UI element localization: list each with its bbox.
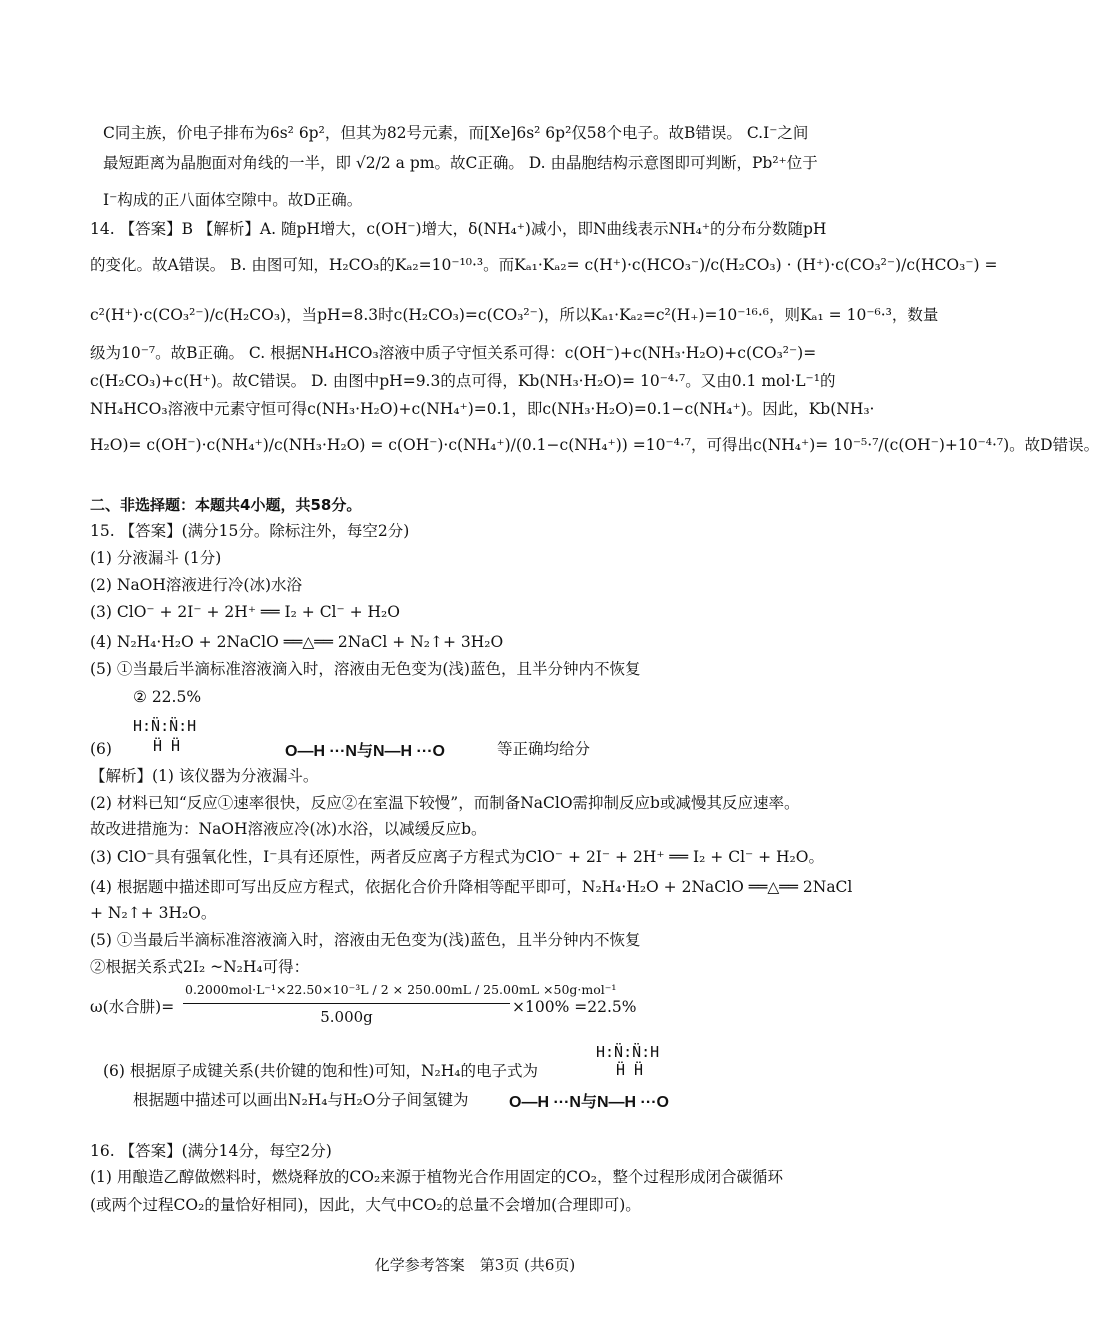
answer-line: (1) 分液漏斗 (1分) bbox=[90, 549, 222, 567]
q14-line: c(H₂CO₃)+c(H⁺)。故C错误。 D. 由图中pH=9.3的点可得，Kb(NH₃·H₂O)= 10⁻⁴·⁷。又由0.1 mol·L⁻¹的 bbox=[90, 372, 836, 390]
analysis-line: + N₂↑+ 3H₂O。 bbox=[90, 904, 217, 922]
q14-line: H₂O)= c(OH⁻)·c(NH₄⁺)/c(NH₃·H₂O) = c(OH⁻)·c(NH₄⁺)/(0.1−c(NH₄⁺)) =10⁻⁴·⁷，可得出c(NH₄⁺)= 10⁻⁵·⁷/(c(OH⁻)+10⁻⁴·⁷)。故D错误。 bbox=[90, 436, 1099, 454]
hydrogen-bond-formula: O—H ···N与N—H ···O bbox=[509, 1094, 669, 1111]
analysis-line: ②根据关系式2I₂ ~N₂H₄可得： bbox=[90, 958, 310, 976]
n2h4-structure-top: H:N̈:N̈:H bbox=[596, 1043, 660, 1061]
answer-line: (3) ClO⁻ + 2I⁻ + 2H⁺ ══ I₂ + Cl⁻ + H₂O bbox=[90, 603, 400, 621]
q14-line: NH₄HCO₃溶液中元素守恒可得c(NH₃·H₂O)+c(NH₄⁺)=0.1，即c(NH₃·H₂O)=0.1−c(NH₄⁺)。因此，Kb(NH₃· bbox=[90, 400, 875, 418]
section-heading: 二、非选择题：本题共4小题，共58分。 bbox=[90, 496, 362, 514]
q14-line: 的变化。故A错误。 B. 由图可知，H₂CO₃的Kₐ₂=10⁻¹⁰·³。而Kₐ₁·Kₐ₂= c(H⁺)·c(HCO₃⁻)/c(H₂CO₃) · (H⁺)·c(CO₃²⁻)/c(HCO₃⁻) = bbox=[90, 256, 998, 274]
fraction-bar bbox=[183, 1003, 510, 1004]
q16-line: (1) 用酿造乙醇做燃料时，燃烧释放的CO₂来源于植物光合作用固定的CO₂，整个过程形成闭合碳循环 bbox=[90, 1168, 783, 1186]
analysis-line: (3) ClO⁻具有强氧化性，I⁻具有还原性，两者反应离子方程式为ClO⁻ + 2I⁻ + 2H⁺ ══ I₂ + Cl⁻ + H₂O。 bbox=[90, 848, 824, 866]
omega-denominator: 5.000g bbox=[320, 1008, 373, 1026]
n2h4-structure-bottom: Ḧ Ḧ bbox=[153, 737, 181, 755]
n2h4-structure-bottom: Ḧ Ḧ bbox=[616, 1061, 644, 1079]
answer-line: (6) bbox=[90, 740, 112, 758]
page-footer: 化学参考答案 第3页 (共6页) bbox=[374, 1256, 576, 1274]
analysis-line: 故改进措施为：NaOH溶液应冷(冰)水浴，以减缓反应b。 bbox=[90, 820, 487, 838]
answer-note: 等正确均给分 bbox=[497, 740, 591, 758]
text-line: I⁻构成的正八面体空隙中。故D正确。 bbox=[103, 191, 363, 209]
analysis-line: (6) 根据原子成键关系(共价键的饱和性)可知，N₂H₄的电子式为 bbox=[103, 1062, 538, 1080]
answer-line: (2) NaOH溶液进行冷(冰)水浴 bbox=[90, 576, 303, 594]
text-line: C同主族，价电子排布为6s² 6p²，但其为82号元素，而[Xe]6s² 6p²仅58个电子。故B错误。 C.I⁻之间 bbox=[103, 124, 809, 142]
answer-line: (5) ①当最后半滴标准溶液滴入时，溶液由无色变为(浅)蓝色，且半分钟内不恢复 bbox=[90, 660, 641, 678]
q14-line: 14. 【答案】B 【解析】A. 随pH增大，c(OH⁻)增大，δ(NH₄⁺)减小，即N曲线表示NH₄⁺的分布分数随pH bbox=[90, 220, 827, 238]
q15-title: 15. 【答案】(满分15分。除标注外，每空2分) bbox=[90, 522, 410, 540]
omega-numerator: 0.2000mol·L⁻¹×22.50×10⁻³L / 2 × 250.00mL / 25.00mL ×50g·mol⁻¹ bbox=[185, 982, 617, 997]
hydrogen-bond-formula: O—H ···N与N—H ···O bbox=[285, 743, 445, 760]
analysis-line: (4) 根据题中描述即可写出反应方程式，依据化合价升降相等配平即可，N₂H₄·H₂O + 2NaClO ══△══ 2NaCl bbox=[90, 878, 853, 896]
q16-line: (或两个过程CO₂的量恰好相同)，因此，大气中CO₂的总量不会增加(合理即可)。 bbox=[90, 1196, 641, 1214]
analysis-line: 根据题中描述可以画出N₂H₄与H₂O分子间氢键为 bbox=[133, 1091, 469, 1109]
omega-result: ×100% =22.5% bbox=[512, 998, 637, 1016]
q14-line: c²(H⁺)·c(CO₃²⁻)/c(H₂CO₃)，当pH=8.3时c(H₂CO₃)=c(CO₃²⁻)，所以Kₐ₁·Kₐ₂=c²(H₊)=10⁻¹⁶·⁶，则Kₐ₁ = 10⁻⁶·³，数量 bbox=[90, 306, 939, 324]
analysis-line: 【解析】(1) 该仪器为分液漏斗。 bbox=[90, 767, 319, 785]
analysis-line: (5) ①当最后半滴标准溶液滴入时，溶液由无色变为(浅)蓝色，且半分钟内不恢复 bbox=[90, 931, 641, 949]
answer-line: (4) N₂H₄·H₂O + 2NaClO ══△══ 2NaCl + N₂↑+ 3H₂O bbox=[90, 633, 504, 651]
q14-line: 级为10⁻⁷。故B正确。 C. 根据NH₄HCO₃溶液中质子守恒关系可得：c(OH⁻)+c(NH₃·H₂O)+c(CO₃²⁻)= bbox=[90, 344, 817, 362]
analysis-line: (2) 材料已知“反应①速率很快，反应②在室温下较慢”，而制备NaClO需抑制反应b或减慢其反应速率。 bbox=[90, 794, 800, 812]
n2h4-structure-top: H:N̈:N̈:H bbox=[133, 717, 197, 735]
answer-line: ② 22.5% bbox=[133, 688, 202, 706]
text-line: 最短距离为晶胞面对角线的一半，即 √2/2 a pm。故C正确。 D. 由晶胞结构示意图即可判断，Pb²⁺位于 bbox=[103, 154, 818, 172]
q16-title: 16. 【答案】(满分14分，每空2分) bbox=[90, 1142, 332, 1160]
omega-label: ω(水合肼)= bbox=[90, 998, 175, 1016]
